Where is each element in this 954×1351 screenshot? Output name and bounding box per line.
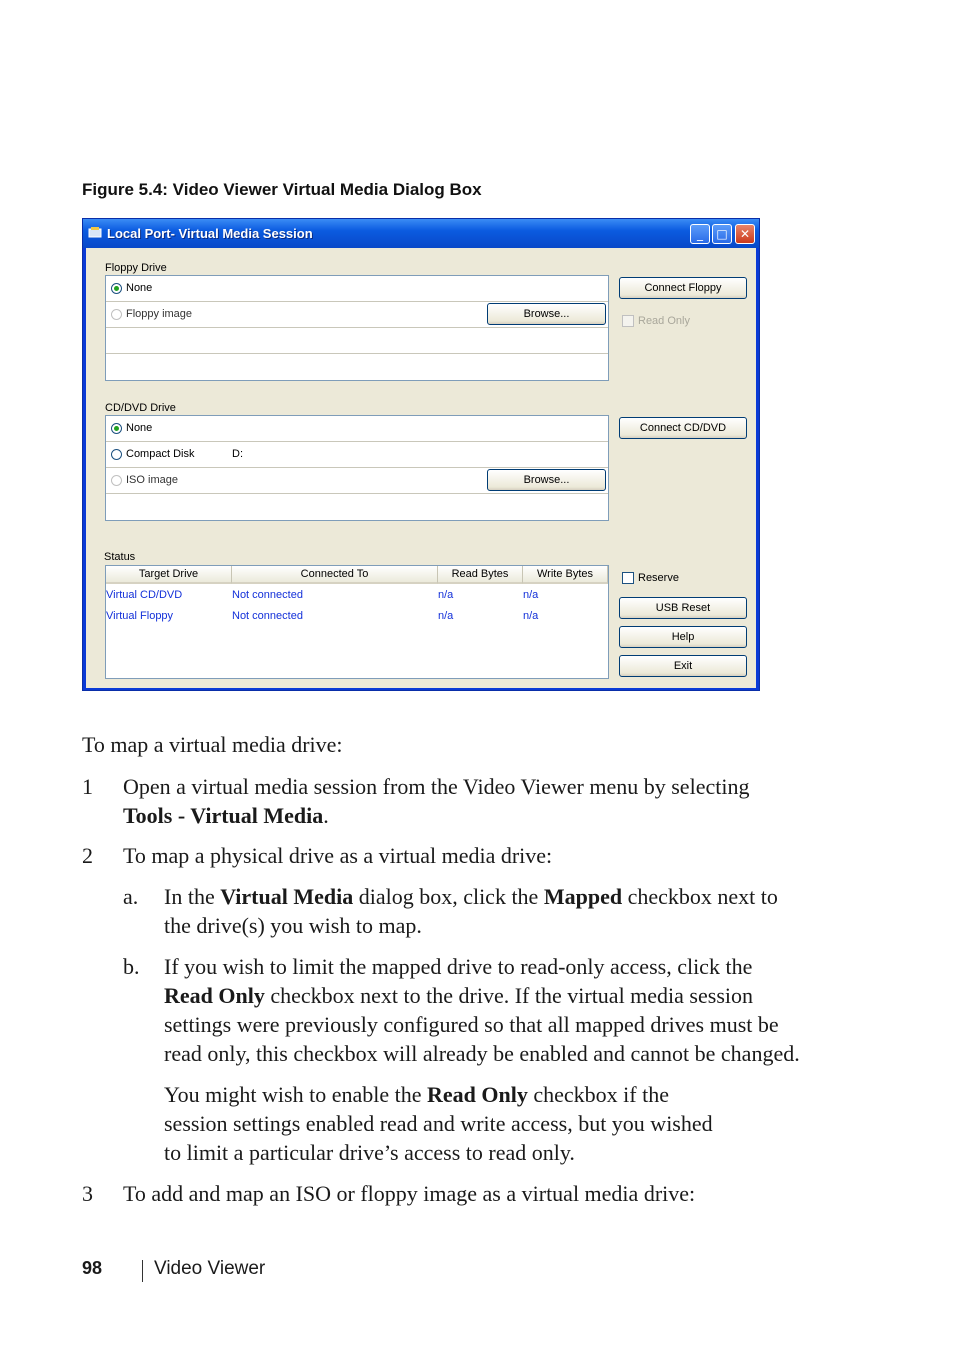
iso-browse-button[interactable]: Browse...	[487, 469, 606, 491]
cd-empty-row	[106, 494, 608, 520]
header-target-drive[interactable]: Target Drive	[106, 566, 232, 584]
cd-none-label: None	[126, 422, 153, 434]
step-2-number: 2	[82, 843, 93, 868]
row1-target-drive: Virtual CD/DVD	[106, 589, 183, 601]
row1-read-bytes: n/a	[438, 589, 454, 601]
row2-connected-to: Not connected	[232, 610, 303, 622]
floppy-none-radio[interactable]	[111, 283, 122, 294]
iso-image-label: ISO image	[126, 474, 178, 486]
compact-disk-row[interactable]	[106, 442, 608, 468]
help-button[interactable]: Help	[619, 626, 747, 648]
intro-text: To map a virtual media drive:	[82, 732, 343, 757]
figure-caption: Figure 5.4: Video Viewer Virtual Media Dialog Box	[82, 180, 482, 199]
floppy-none-row[interactable]	[106, 276, 608, 302]
cd-dvd-drive-list	[105, 415, 609, 521]
cd-dvd-drive-label: CD/DVD Drive	[105, 402, 176, 414]
virtual-media-dialog	[82, 218, 760, 691]
drive-letter: D:	[232, 448, 243, 460]
row2-read-bytes: n/a	[438, 610, 454, 622]
floppy-image-radio[interactable]	[111, 309, 122, 320]
status-label: Status	[104, 551, 136, 563]
substep-a-text: In the Virtual Media dialog box, click the Mapped checkbox next to the drive(s) you wish to map.	[164, 884, 778, 938]
substep-a-letter: a.	[123, 884, 139, 909]
dialog-title: Local Port- Virtual Media Session	[107, 226, 313, 241]
connect-floppy-button[interactable]: Connect Floppy	[619, 277, 747, 299]
dialog-client	[86, 248, 756, 688]
connect-cd-dvd-button[interactable]: Connect CD/DVD	[619, 417, 747, 439]
read-only-checkbox[interactable]	[622, 315, 634, 327]
step-3-number: 3	[82, 1181, 93, 1206]
minimize-button[interactable]: _	[690, 224, 710, 244]
read-only-label: Read Only	[638, 315, 690, 327]
iso-image-row[interactable]	[106, 468, 608, 494]
footer-section: Video Viewer	[154, 1258, 266, 1279]
row1-write-bytes: n/a	[523, 589, 539, 601]
reserve-label: Reserve	[638, 572, 679, 584]
note-text: You might wish to enable the Read Only checkbox if the session settings enabled read and write access, but you wished to limit a particular drive’s access to read only.	[164, 1082, 713, 1165]
floppy-image-label: Floppy image	[126, 308, 193, 320]
header-connected-to[interactable]: Connected To	[232, 566, 438, 584]
substep-b-text: If you wish to limit the mapped drive to read-only access, click the Read Only checkbox next to the drive. If the virtual media session settings were previously configured so that all mapped drives must be read only, this checkbox will already be enabled and cannot be changed.	[164, 954, 800, 1066]
row2-target-drive: Virtual Floppy	[106, 610, 174, 622]
status-table	[105, 565, 609, 679]
floppy-image-row[interactable]	[106, 302, 608, 328]
step-1-text: Open a virtual media session from the Video Viewer menu by selecting Tools - Virtual Media.	[123, 774, 750, 828]
header-read-bytes[interactable]: Read Bytes	[438, 566, 523, 584]
step-3-text: To add and map an ISO or floppy image as a virtual media drive:	[123, 1181, 696, 1206]
cd-none-row[interactable]	[106, 416, 608, 442]
close-button[interactable]: ✕	[735, 224, 755, 244]
row1-connected-to: Not connected	[232, 589, 303, 601]
floppy-drive-list	[105, 275, 609, 381]
cd-none-radio[interactable]	[111, 423, 122, 434]
compact-disk-radio[interactable]	[111, 449, 122, 460]
compact-disk-label: Compact Disk	[126, 448, 195, 460]
step-2-text: To map a physical drive as a virtual media drive:	[123, 843, 553, 868]
exit-button[interactable]: Exit	[619, 655, 747, 677]
floppy-drive-label: Floppy Drive	[105, 262, 167, 274]
maximize-button[interactable]: □	[712, 224, 732, 244]
footer-divider	[142, 1260, 143, 1282]
floppy-empty-row	[106, 328, 608, 354]
title-bar[interactable]	[83, 219, 759, 248]
reserve-checkbox[interactable]	[622, 572, 634, 584]
step-1-number: 1	[82, 774, 93, 799]
row2-write-bytes: n/a	[523, 610, 539, 622]
floppy-none-label: None	[126, 282, 153, 294]
header-write-bytes[interactable]: Write Bytes	[523, 566, 608, 584]
usb-reset-button[interactable]: USB Reset	[619, 597, 747, 619]
page-number: 98	[82, 1258, 103, 1278]
media-session-icon	[88, 226, 102, 238]
substep-b-letter: b.	[123, 954, 140, 979]
iso-image-radio[interactable]	[111, 475, 122, 486]
floppy-browse-button[interactable]: Browse...	[487, 303, 606, 325]
